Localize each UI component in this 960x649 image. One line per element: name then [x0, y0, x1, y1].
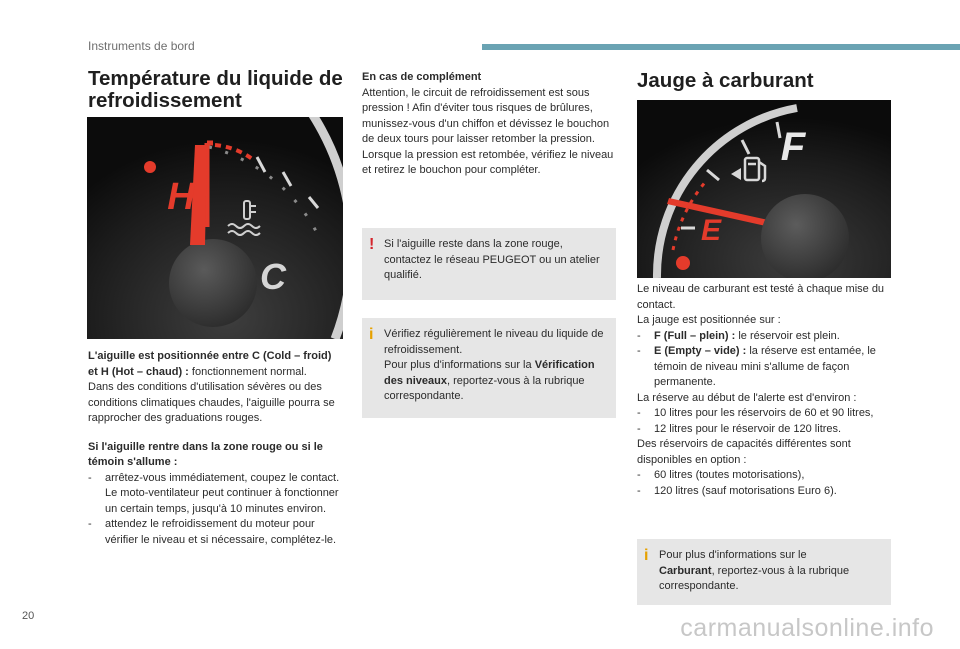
gauge-letter-hot: H: [167, 176, 195, 218]
header-accent-bar: [482, 44, 960, 50]
fuel-test-paragraph: Le niveau de carburant est testé à chaque mise du contact.: [637, 283, 885, 311]
running-header: Instruments de bord: [88, 39, 195, 53]
fuel-position-item: - F (Full – plein) : le réservoir est plein.: [637, 329, 840, 342]
fuel-text: [637, 282, 893, 499]
coolant-text: [88, 349, 340, 548]
fuel-reserve-item: - 12 litres pour le réservoir de 120 litres.: [637, 422, 842, 435]
coolant-gauge-image: [87, 117, 343, 339]
page-number: 20: [22, 610, 35, 622]
coolant-red-heading: Si l'aiguille rentre dans la zone rouge ou si le témoin s'allume :: [88, 440, 323, 468]
coolant-normal-paragraph: [88, 349, 340, 380]
topup-warning-text: Si l'aiguille reste dans la zone rouge, contactez le réseau PEUGEOT ou un atelier qualifié.: [384, 238, 600, 281]
coolant-red-item: - arrêtez-vous immédiatement, coupez le contact. Le moto-ventilateur peut continuer à fonctionner un certain temps, jusqu'à 10 minutes environ.: [88, 471, 340, 515]
warning-icon: !: [369, 236, 375, 253]
fuel-gauge-illustration: [637, 100, 891, 278]
fuel-reserve-intro: La réserve au début de l'alerte est d'environ :: [637, 391, 857, 404]
coolant-gauge-illustration: [87, 117, 343, 339]
fuel-section-title: Jauge à carburant: [637, 69, 814, 92]
fuel-info-line2: Carburant, reportez-vous à la rubrique correspondante.: [659, 564, 850, 592]
info-icon: i: [369, 326, 374, 343]
gauge-letter-empty: E: [700, 214, 722, 247]
fuel-info-line1: Pour plus d'informations sur le: [659, 549, 807, 561]
topup-heading: En cas de complément: [362, 71, 482, 83]
topup-warning-box: [362, 228, 616, 300]
topup-info-box: [362, 318, 616, 418]
coolant-normal-label: L'aiguille est positionnée entre C (Cold – froid) et H (Hot – chaud) :: [88, 350, 332, 378]
fuel-reserve-item: - 10 litres pour les réservoirs de 60 et 90 litres,: [637, 407, 874, 419]
fuel-gauge-image: [637, 100, 891, 278]
fuel-info-box: [637, 539, 891, 605]
topup-text: [362, 70, 617, 179]
coolant-severe-paragraph: Dans des conditions d'utilisation sévères ou des conditions climatiques chaudes, l'aiguille pourra se rapprocher des graduations rouges.: [88, 381, 335, 424]
coolant-red-item: - attendez le refroidissement du moteur pour vérifier le niveau et si nécessaire, complétez-le.: [88, 518, 337, 546]
fuel-option-item: - 120 litres (sauf motorisations Euro 6).: [637, 484, 837, 497]
watermark: carmanualsonline.info: [680, 614, 934, 642]
fuel-info-link[interactable]: Carburant: [659, 564, 712, 577]
coolant-normal-text: fonctionnement normal.: [188, 365, 307, 378]
fuel-positions-intro: La jauge est positionnée sur :: [637, 314, 781, 326]
fuel-position-item: - E (Empty – vide) : la réserve est entamée, le témoin de niveau mini s'allume de façon permanente.: [637, 345, 876, 388]
topup-info-line1: Vérifiez régulièrement le niveau du liquide de refroidissement.: [384, 328, 604, 356]
gauge-letter-cold: C: [260, 256, 286, 297]
fuel-option-item: - 60 litres (toutes motorisations),: [637, 469, 805, 481]
topup-info-link[interactable]: Vérification des niveaux: [384, 359, 595, 387]
topup-info-line2: Pour plus d'informations sur la Vérification des niveaux, reportez-vous à la rubrique correspondante.: [384, 359, 595, 402]
gauge-letter-full: F: [780, 125, 806, 169]
coolant-section-title: Température du liquide de refroidissement: [88, 67, 343, 112]
fuel-options-intro: Des réservoirs de capacités différentes sont disponibles en option :: [637, 438, 851, 466]
info-icon: i: [644, 547, 649, 564]
topup-paragraph: Attention, le circuit de refroidissement est sous pression ! Afin d'éviter tous risques de brûlures, munissez-vous d'un chiffon et dévissez le bouchon de deux tours pour laisser retomber la pression. Lorsque la pression est retombée, vérifiez le niveau et retirez le bouchon pour compléter.: [362, 86, 614, 176]
